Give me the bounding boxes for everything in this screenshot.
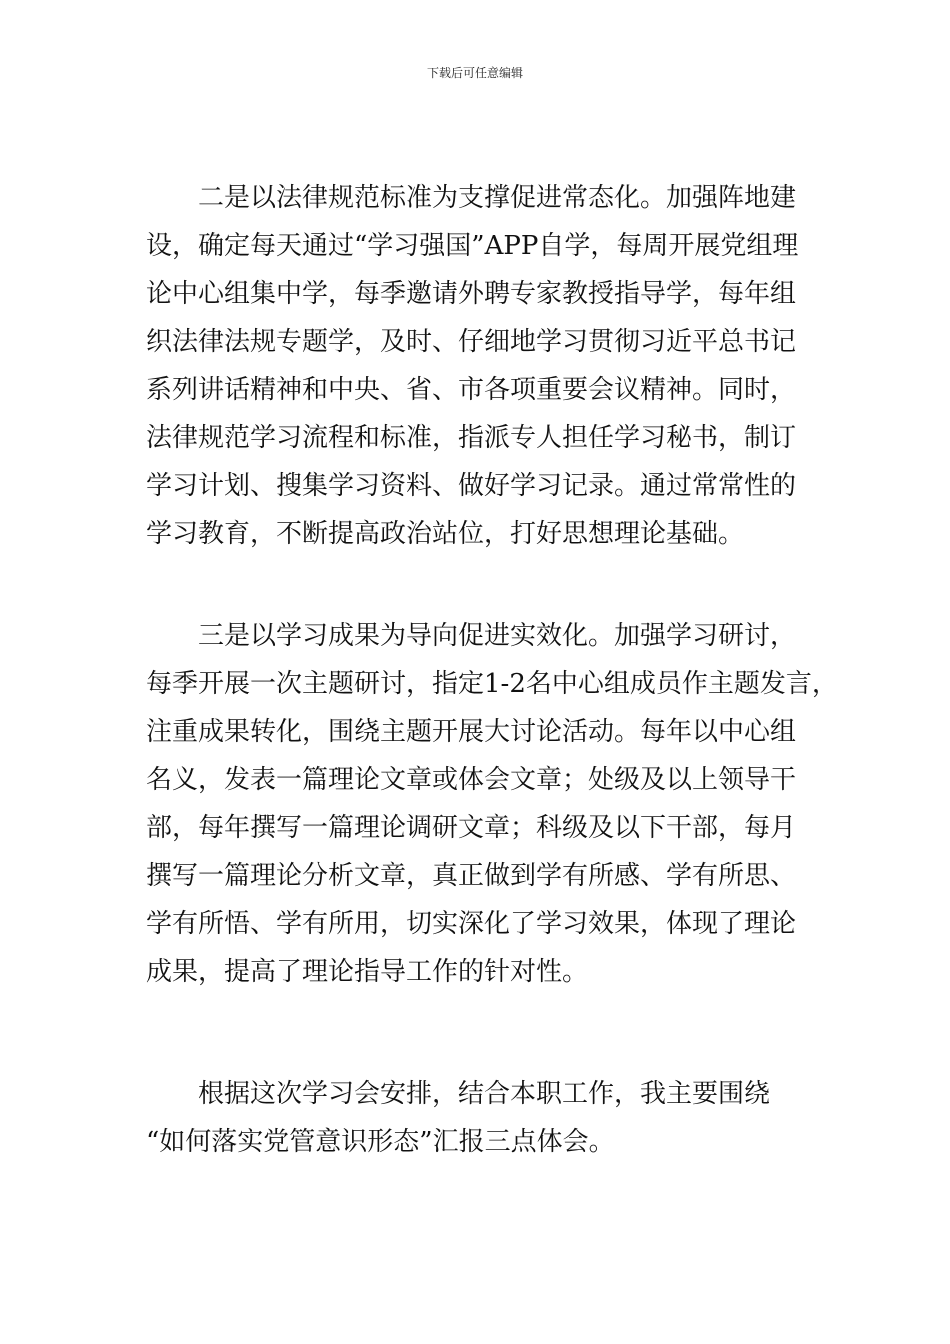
paragraph-line: 注重成果转化，围绕主题开展大讨论活动。每年以中心组 <box>146 717 797 747</box>
paragraph-line: 法律规范学习流程和标准，指派专人担任学习秘书，制订 <box>146 423 797 453</box>
paragraph-line: 成果，提高了理论指导工作的针对性。 <box>146 957 589 987</box>
paragraph-line: 学习计划、搜集学习资料、做好学习记录。通过常常性的 <box>146 471 797 501</box>
paragraph-line: 部，每年撰写一篇理论调研文章；科级及以下干部，每月 <box>146 813 797 843</box>
paragraph-line: 织法律法规专题学，及时、仔细地学习贯彻习近平总书记 <box>146 327 797 357</box>
paragraph-line: 论中心组集中学，每季邀请外聘专家教授指导学，每年组 <box>146 279 797 309</box>
paragraph-line: 名义，发表一篇理论文章或体会文章；处级及以上领导干 <box>146 765 797 795</box>
paragraph-line: “如何落实党管意识形态”汇报三点体会。 <box>146 1127 615 1157</box>
page-header: 下载后可任意编辑 <box>426 66 523 80</box>
paragraph-line: 根据这次学习会安排，结合本职工作，我主要围绕 <box>198 1079 771 1109</box>
paragraph-line: 学有所悟、学有所用，切实深化了学习效果，体现了理论 <box>146 909 797 939</box>
paragraph-line: 设，确定每天通过“学习强国”APP自学，每周开展党组理 <box>146 231 799 261</box>
paragraph-line: 撰写一篇理论分析文章，真正做到学有所感、学有所思、 <box>146 861 797 891</box>
paragraph-line: 每季开展一次主题研讨，指定1-2名中心组成员作主题发言， <box>146 669 838 699</box>
paragraph-line: 三是以学习成果为导向促进实效化。加强学习研讨， <box>198 621 797 651</box>
paragraph-line: 系列讲话精神和中央、省、市各项重要会议精神。同时， <box>146 375 797 405</box>
paragraph-line: 二是以法律规范标准为支撑促进常态化。加强阵地建 <box>198 183 797 213</box>
paragraph-line: 学习教育，不断提高政治站位，打好思想理论基础。 <box>146 519 745 549</box>
